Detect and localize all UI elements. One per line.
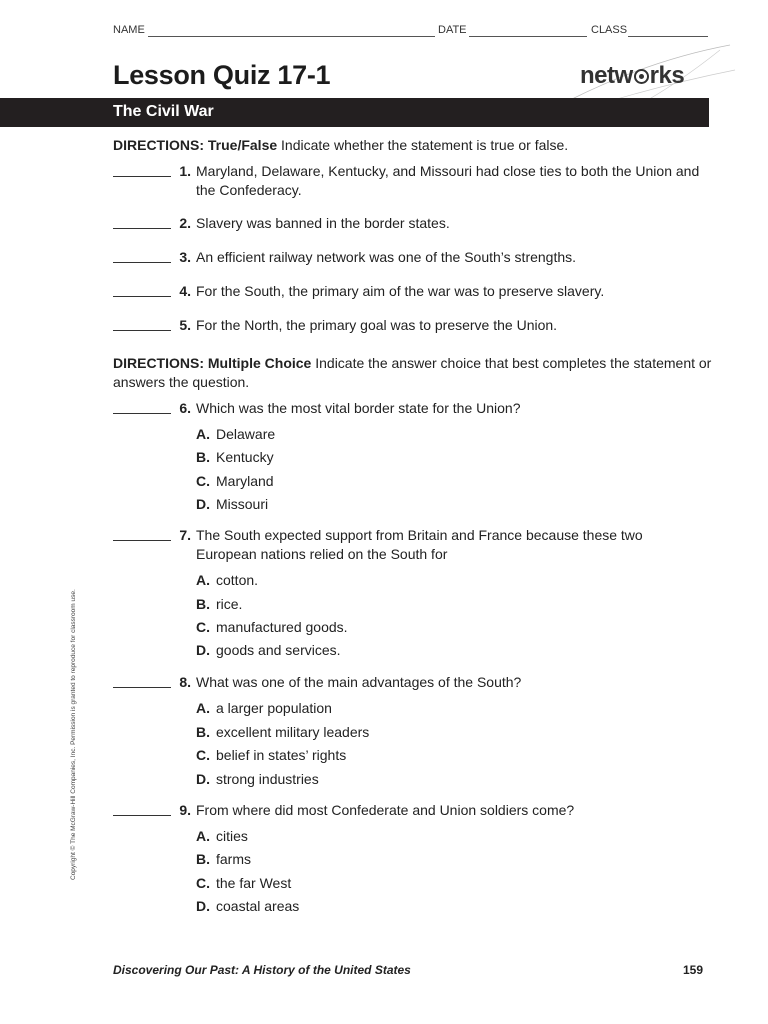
question-number: 8.: [179, 674, 191, 690]
option-text: excellent military leaders: [216, 724, 370, 740]
option-text: a larger population: [216, 700, 332, 716]
copyright-notice: Copyright © The McGraw-Hill Companies, Inc. Permission is granted to reproduce for classroom use.: [70, 589, 77, 880]
option-text: Missouri: [216, 496, 269, 512]
option-text: rice.: [216, 596, 243, 612]
answer-option: [196, 448, 274, 467]
option-letter: B.: [196, 596, 210, 612]
question-number: 2.: [179, 215, 191, 231]
answer-blank[interactable]: [113, 282, 171, 297]
question-text: What was one of the main advantages of the South?: [196, 674, 522, 690]
option-letter: C.: [196, 619, 210, 635]
option-letter: C.: [196, 875, 210, 891]
networks-logo: [580, 62, 684, 90]
question-text: Which was the most vital border state for the Union?: [196, 400, 521, 416]
answer-option: [196, 699, 332, 718]
answer-option: [196, 495, 268, 514]
question-text: The South expected support from Britain and France because these two European nations relied on the South for: [196, 527, 643, 562]
option-letter: B.: [196, 851, 210, 867]
option-text: cities: [216, 828, 248, 844]
option-text: cotton.: [216, 572, 259, 588]
directions-text: Indicate whether the statement is true or false.: [281, 137, 569, 153]
option-text: goods and services.: [216, 642, 341, 658]
logo-text-prefix: netw: [580, 62, 633, 89]
answer-option: [196, 746, 346, 765]
page-title: Lesson Quiz 17-1: [113, 60, 331, 90]
question-text: An efficient railway network was one of the South’s strengths.: [196, 249, 577, 265]
answer-option: [196, 827, 248, 846]
question-number: 5.: [179, 317, 191, 333]
question-text: For the South, the primary aim of the war was to preserve slavery.: [196, 283, 605, 299]
question-text: Slavery was banned in the border states.: [196, 215, 450, 231]
option-text: coastal areas: [216, 898, 300, 914]
option-text: manufactured goods.: [216, 619, 348, 635]
answer-blank[interactable]: [113, 801, 171, 816]
date-field[interactable]: [469, 36, 587, 37]
option-letter: D.: [196, 771, 210, 787]
globe-icon: [634, 69, 649, 84]
option-letter: A.: [196, 700, 210, 716]
answer-option: [196, 770, 319, 789]
directions-true-false: [113, 136, 713, 155]
option-letter: A.: [196, 572, 210, 588]
directions-type: Multiple Choice: [207, 355, 312, 371]
option-text: Kentucky: [216, 449, 274, 465]
option-letter: B.: [196, 724, 210, 740]
question-text: From where did most Confederate and Union soldiers come?: [196, 802, 575, 818]
option-text: Maryland: [216, 473, 274, 489]
directions-type: True/False: [207, 137, 278, 153]
footer-book-title: Discovering Our Past: A History of the United States: [113, 963, 411, 977]
option-text: Delaware: [216, 426, 276, 442]
answer-option: [196, 641, 341, 660]
answer-blank[interactable]: [113, 673, 171, 688]
option-text: farms: [216, 851, 251, 867]
answer-option: [196, 571, 258, 590]
page-number: 159: [683, 963, 704, 977]
date-label: DATE: [438, 24, 467, 36]
question-number: 7.: [179, 527, 191, 543]
option-text: belief in states’ rights: [216, 747, 347, 763]
question-number: 9.: [179, 802, 191, 818]
question-number: 6.: [179, 400, 191, 416]
option-letter: D.: [196, 496, 210, 512]
question-number: 1.: [179, 163, 191, 179]
question-text: For the North, the primary goal was to preserve the Union.: [196, 317, 558, 333]
section-title: The Civil War: [113, 103, 214, 120]
answer-option: [196, 618, 348, 637]
option-text: strong industries: [216, 771, 319, 787]
answer-option: [196, 472, 274, 491]
option-letter: A.: [196, 828, 210, 844]
option-text: the far West: [216, 875, 292, 891]
answer-blank[interactable]: [113, 316, 171, 331]
option-letter: B.: [196, 449, 210, 465]
directions-label: DIRECTIONS:: [113, 137, 204, 153]
option-letter: A.: [196, 426, 210, 442]
logo-text-suffix: rks: [649, 62, 685, 89]
directions-label: DIRECTIONS:: [113, 355, 204, 371]
answer-option: [196, 874, 291, 893]
section-band: [0, 98, 709, 127]
answer-blank[interactable]: [113, 248, 171, 263]
class-label: CLASS: [591, 24, 628, 36]
class-field[interactable]: [628, 36, 708, 37]
option-letter: D.: [196, 642, 210, 658]
answer-blank[interactable]: [113, 214, 171, 229]
answer-blank[interactable]: [113, 526, 171, 541]
question-number: 3.: [179, 249, 191, 265]
answer-blank[interactable]: [113, 162, 171, 177]
option-letter: C.: [196, 473, 210, 489]
option-letter: D.: [196, 898, 210, 914]
answer-blank[interactable]: [113, 399, 171, 414]
name-field[interactable]: [148, 36, 435, 37]
answer-option: [196, 850, 251, 869]
question-text: Maryland, Delaware, Kentucky, and Missouri had close ties to both the Union and the Confederacy.: [196, 163, 700, 198]
name-label: NAME: [113, 24, 145, 36]
answer-option: [196, 723, 369, 742]
answer-option: [196, 595, 242, 614]
directions-multiple-choice: [113, 354, 713, 392]
question-number: 4.: [179, 283, 191, 299]
option-letter: C.: [196, 747, 210, 763]
answer-option: [196, 425, 275, 444]
directions-text: Indicate the answer choice that best completes the statement or answers the question.: [113, 355, 712, 390]
answer-option: [196, 897, 299, 916]
